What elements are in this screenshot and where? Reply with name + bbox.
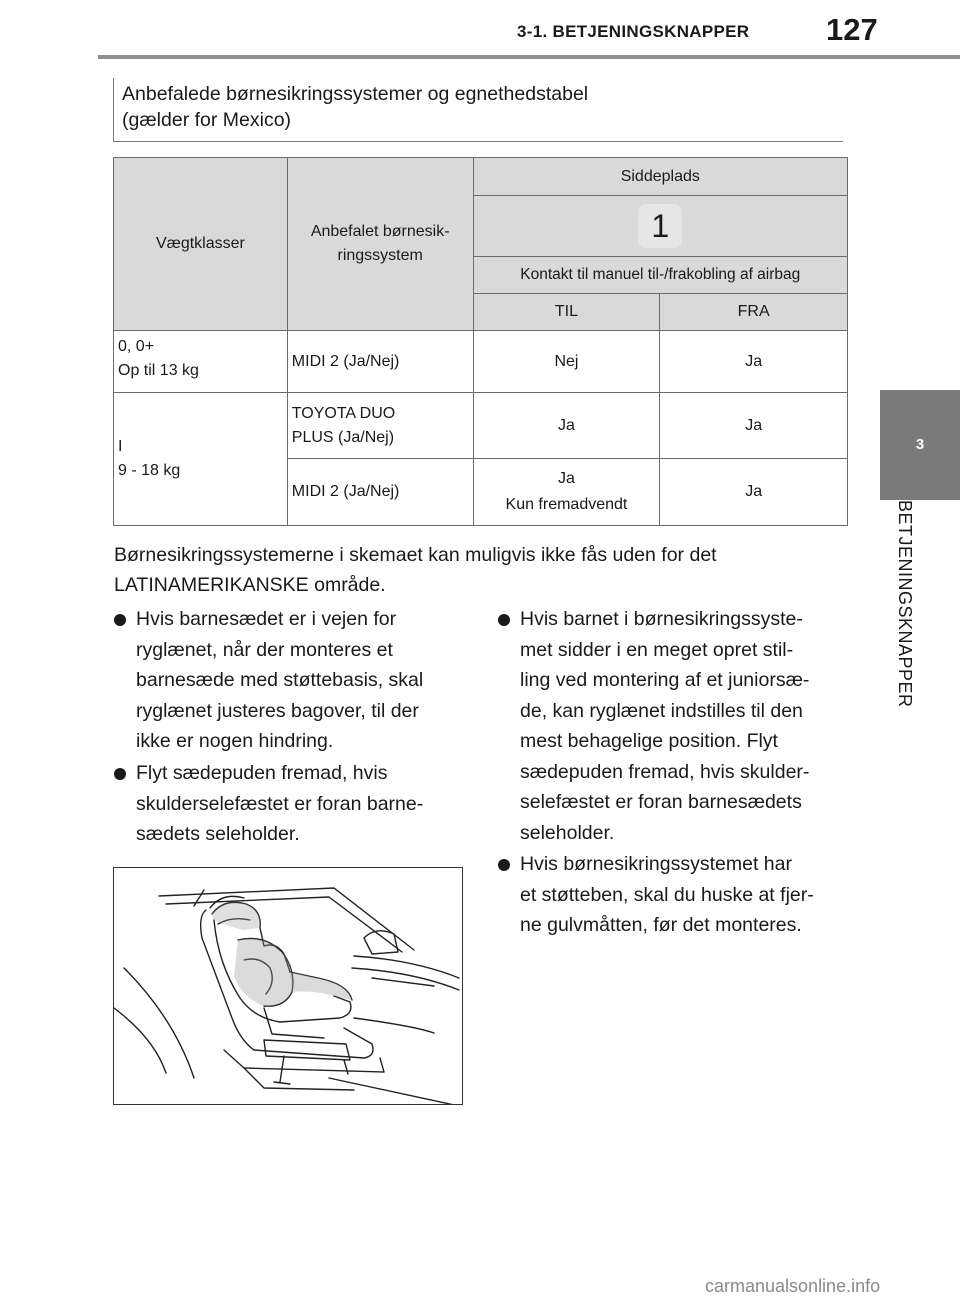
header-airbag-switch: Kontakt til manuel til-/frakobling af airbag [473,257,847,294]
cell-system: TOYOTA DUO PLUS (Ja/Nej) [287,393,473,459]
cell-on: Ja [473,393,660,459]
chapter-side-label [894,500,924,740]
page-number: 127 [826,12,878,47]
bullet-dot-icon [498,614,510,626]
table-title-line2: (gælder for Mexico) [122,109,292,131]
chapter-number: 3 [915,436,925,453]
table-title [113,78,843,142]
cell-on: Ja Kun fremadvendt [473,459,660,526]
suitability-table [113,157,848,526]
child-seat-illustration [113,867,463,1105]
cell-weight: I 9 - 18 kg [114,393,288,526]
cell-weight: 0, 0+ Op til 13 kg [114,331,288,393]
header-seat-number [473,196,847,257]
header-off: FRA [660,294,848,331]
bullet-dot-icon [114,768,126,780]
cell-off: Ja [660,393,848,459]
chapter-label: BETJENINGSKNAPPER [895,500,915,708]
watermark: carmanualsonline.info [705,1276,881,1296]
chapter-tab [880,390,960,500]
seat-number-icon: 1 [638,204,682,248]
bullet-dot-icon [114,614,126,626]
table-row [114,331,848,393]
table-row [114,393,848,459]
header-rule [98,55,960,59]
header-seat-position: Siddeplads [473,158,847,196]
car-seat-drawing [114,868,463,1105]
page-header [0,0,960,60]
cell-off: Ja [660,331,848,393]
header-recommended-system: Anbefalet børnesik- ringssystem [287,158,473,331]
cell-off: Ja [660,459,848,526]
header-weight-class: Vægtklasser [114,158,288,331]
bullet-dot-icon [498,859,510,871]
cell-system: MIDI 2 (Ja/Nej) [287,331,473,393]
availability-note: Børnesikringssystemerne i skemaet kan muligvis ikke fås uden for det LATINAMERIKANSKE område. [114,544,717,596]
section-title: 3-1. BETJENINGSKNAPPER [517,22,750,41]
cell-on: Nej [473,331,660,393]
header-on: TIL [473,294,660,331]
cell-system: MIDI 2 (Ja/Nej) [287,459,473,526]
table-title-line1: Anbefalede børnesikringssystemer og egnethedstabel [122,83,589,105]
